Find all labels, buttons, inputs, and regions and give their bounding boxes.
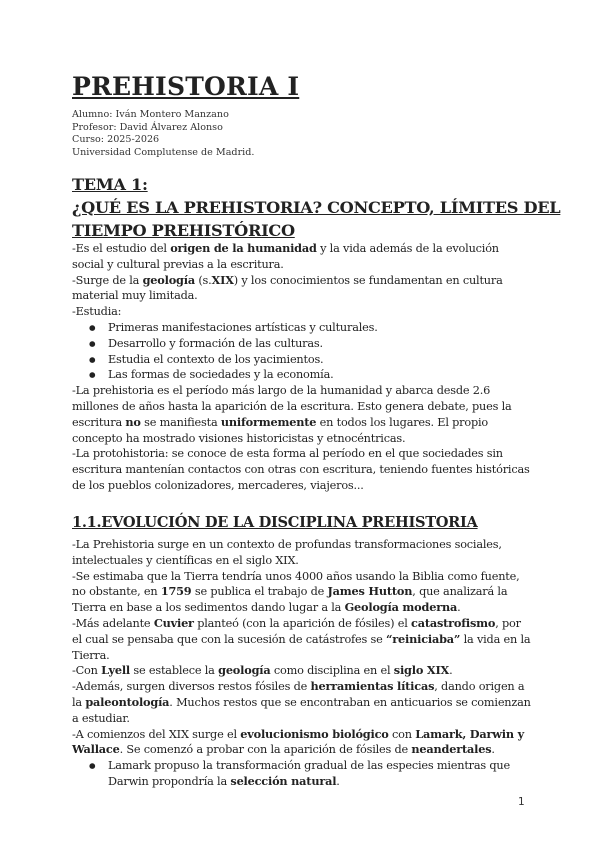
- course-line: Curso: 2025-2026: [72, 134, 160, 146]
- paragraph: -Con Lyell se establece la geología como disciplina en el siglo XIX.: [72, 663, 453, 678]
- paragraph: -Estudia:: [72, 305, 122, 319]
- paragraph: -La Prehistoria surge en un contexto de profundas transformaciones sociales, intelectuales y científicas en el siglo XIX.: [72, 538, 502, 567]
- chapter-heading: [72, 173, 560, 242]
- paragraph: -Más adelante Cuvier planteó (con la aparición de fósiles) el catastrofismo, por el cual se pensaba que con la sucesión de catástrofes se “reiniciaba” la vida en la Tierra.: [72, 615, 531, 662]
- evolution-section: [72, 537, 532, 790]
- list-item: ● Las formas de sociedades y la economía.: [72, 367, 532, 383]
- list-item: ● Estudia el contexto de los yacimientos.: [72, 352, 532, 368]
- bullet-list: [72, 320, 532, 383]
- section-heading: 1.1.EVOLUCIÓN DE LA DISCIPLINA PREHISTORIA: [72, 514, 478, 531]
- paragraph: -A comienzos del XIX surge el evolucionismo biológico con Lamark, Darwin y Wallace. Se comenzó a probar con la aparición de fósiles de neandertales.: [72, 726, 524, 757]
- author-info: [72, 109, 254, 159]
- list-item: ● Primeras manifestaciones artísticas y culturales.: [72, 320, 532, 336]
- intro-section: [72, 241, 532, 494]
- chapter-heading-line-2: ¿QUÉ ES LA PREHISTORIA? CONCEPTO, LÍMITES DEL: [72, 198, 561, 217]
- page-number: 1: [518, 796, 525, 808]
- paragraph: -Se estimaba que la Tierra tendría unos 4000 años usando la Biblia como fuente, no obstante, en 1759 se publica el trabajo de James Hutton, que analizará la Tierra en base a los sedimentos dando lugar a la Geología moderna.: [72, 569, 520, 615]
- document-title: PREHISTORIA I: [72, 72, 300, 101]
- paragraph: -Surge de la geología (s.XIX) y los conocimientos se fundamentan en cultura material muy limitada.: [72, 272, 503, 303]
- student-line: Alumno: Iván Montero Manzano: [72, 109, 229, 120]
- university-line: Universidad Complutense de Madrid.: [72, 146, 255, 158]
- paragraph: -La prehistoria es el período más largo de la humanidad y abarca desde 2.6 millones de años hasta la aparición de la escritura. Esto genera debate, pues la escritura no se manifiesta uniformemente en todos los lugares. El propio concepto ha mostrado visiones historicistas y etnocéntricas.: [72, 384, 512, 445]
- paragraph: -Además, surgen diversos restos fósiles de herramientas líticas, dando origen a la paleontología. Muchos restos que se encontraban en anticuarios se comienzan a estudiar.: [72, 679, 531, 725]
- chapter-heading-line-3: TIEMPO PREHISTÓRICO: [72, 221, 295, 240]
- list-item: ● Lamark propuso la transformación gradual de las especies mientras que Darwin propondría la selección natural.: [72, 758, 532, 790]
- bullet-list: [72, 758, 532, 790]
- list-item: ● Desarrollo y formación de las culturas.: [72, 336, 532, 352]
- paragraph: -Es el estudio del origen de la humanidad y la vida además de la evolución social y cultural previas a la escritura.: [72, 241, 499, 271]
- chapter-heading-line-1: TEMA 1:: [72, 175, 148, 194]
- paragraph: -La protohistoria: se conoce de esta forma al período en el que sociedades sin escritura mantenían contactos con otras con escritura, teniendo fuentes históricas de los pueblos colonizadores, mercaderes, viajeros...: [72, 447, 530, 492]
- professor-line: Profesor: David Álvarez Alonso: [72, 121, 223, 133]
